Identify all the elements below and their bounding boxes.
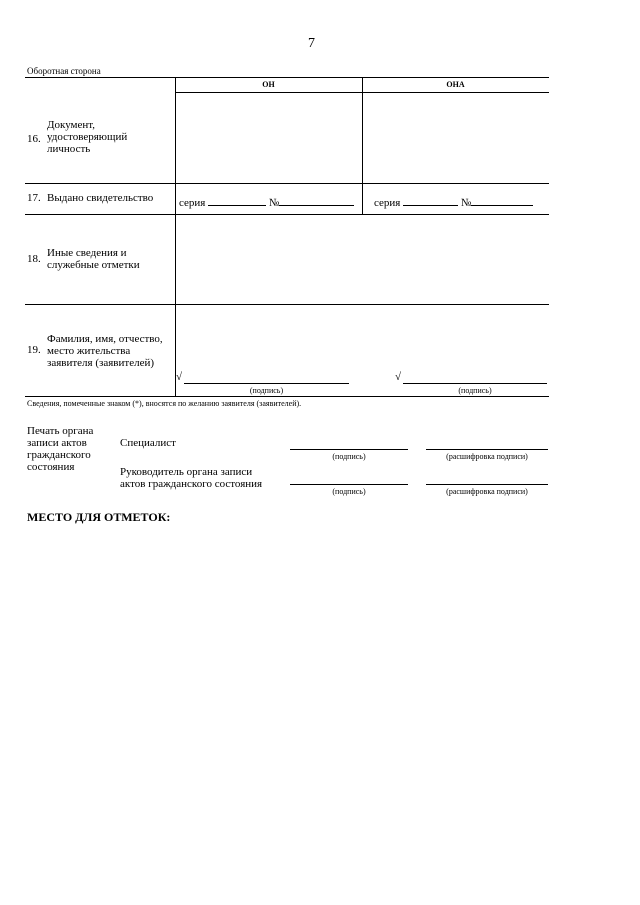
- row-16-number: 16.: [27, 133, 41, 145]
- specialist-signature-caption: (подпись): [332, 452, 366, 461]
- row-17-label: Выдано свидетельство: [47, 192, 154, 204]
- head-label: Руководитель органа записи актов гражданского состояния: [120, 466, 263, 490]
- certificate-she: [374, 196, 533, 209]
- column-divider-spouses: [362, 77, 363, 214]
- series-label: серия: [179, 197, 206, 209]
- check-mark-icon: √: [176, 371, 183, 383]
- number-field[interactable]: [471, 196, 533, 206]
- signature-line-she[interactable]: [403, 383, 547, 384]
- row-19-label: Фамилия, имя, отчество, место жительства заявителя (заявителей): [47, 333, 163, 369]
- signature-caption-she: (подпись): [458, 386, 492, 395]
- specialist-signature-line[interactable]: [290, 449, 408, 450]
- number-sign: №: [268, 197, 280, 209]
- table-top-border: [25, 77, 549, 78]
- number-sign: №: [460, 197, 472, 209]
- column-divider-label: [175, 77, 176, 396]
- stamp-label: Печать органа записи актов гражданского состояния: [27, 425, 94, 473]
- head-decoding-line[interactable]: [426, 484, 548, 485]
- row-19-border: [25, 396, 549, 397]
- specialist-decoding-caption: (расшифровка подписи): [446, 452, 528, 461]
- row-17-border: [25, 214, 549, 215]
- row-19-number: 19.: [27, 344, 41, 356]
- specialist-decoding-line[interactable]: [426, 449, 548, 450]
- row-18-border: [25, 304, 549, 305]
- series-field[interactable]: [208, 196, 266, 206]
- series-label: серия: [374, 197, 401, 209]
- page-number: 7: [308, 36, 315, 51]
- row-18-number: 18.: [27, 253, 41, 265]
- column-header-she: ОНА: [446, 80, 465, 89]
- check-mark-icon: √: [395, 371, 402, 383]
- notes-heading: МЕСТО ДЛЯ ОТМЕТОК:: [27, 510, 171, 524]
- number-field[interactable]: [279, 196, 354, 206]
- row-17-number: 17.: [27, 192, 41, 204]
- row-16-border: [25, 183, 549, 184]
- row-18-label: Иные сведения и служебные отметки: [47, 247, 140, 271]
- row-16-label: Документ, удостоверяющий личность: [47, 119, 128, 155]
- head-signature-line[interactable]: [290, 484, 408, 485]
- head-decoding-caption: (расшифровка подписи): [446, 487, 528, 496]
- signature-caption-he: (подпись): [249, 386, 284, 395]
- head-signature-caption: (подпись): [332, 487, 366, 496]
- signature-line-he[interactable]: [184, 383, 349, 384]
- footnote: Сведения, помеченные знаком (*), вносятся по желанию заявителя (заявителей).: [27, 399, 302, 408]
- column-header-he: ОН: [262, 80, 275, 89]
- series-field[interactable]: [403, 196, 458, 206]
- specialist-label: Специалист: [120, 437, 176, 449]
- certificate-he: [179, 196, 354, 209]
- side-label: Оборотная сторона: [27, 66, 101, 76]
